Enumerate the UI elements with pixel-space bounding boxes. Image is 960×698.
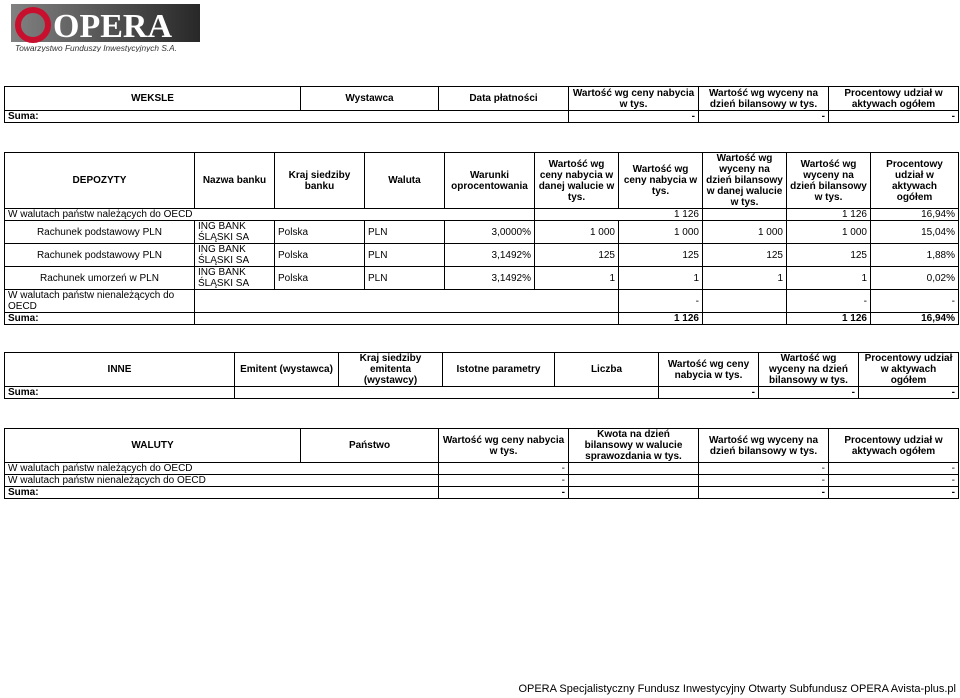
waluty-row-label: W walutach państw nienależących do OECD xyxy=(5,475,439,487)
value-cell: 1 000 xyxy=(703,221,787,244)
inne-suma-value: - xyxy=(659,387,759,399)
table-row xyxy=(5,463,959,475)
waluty-row-value: - xyxy=(439,463,569,475)
waluty-suma-value: - xyxy=(699,487,829,499)
deposit-name: Rachunek podstawowy PLN xyxy=(5,244,195,267)
inne-suma-value: - xyxy=(759,387,859,399)
waluty-header-3: Kwota na dzień bilansowy w walucie sprawozdania w tys. xyxy=(569,429,699,463)
weksle-suma-value: - xyxy=(829,111,959,123)
waluty-header-0: WALUTY xyxy=(5,429,301,463)
inne-header-1: Emitent (wystawca) xyxy=(235,353,339,387)
bank-name: ING BANK ŚLĄSKI SA xyxy=(195,244,275,267)
inne-suma-label: Suma: xyxy=(5,387,235,399)
value-cell: 125 xyxy=(787,244,871,267)
value-cell: 1 xyxy=(619,267,703,290)
bank-country: Polska xyxy=(275,267,365,290)
waluty-row-value: - xyxy=(699,475,829,487)
bank-country: Polska xyxy=(275,221,365,244)
depozyty-header-0: DEPOZYTY xyxy=(5,153,195,209)
percent-cell: 0,02% xyxy=(871,267,959,290)
value-cell: 125 xyxy=(619,244,703,267)
deposit-name: Rachunek umorzeń w PLN xyxy=(5,267,195,290)
weksle-suma-value: - xyxy=(569,111,699,123)
interest-rate: 3,0000% xyxy=(445,221,535,244)
value-cell: 1 xyxy=(535,267,619,290)
weksle-suma-value: - xyxy=(699,111,829,123)
depozyty-group2-label: W walutach państw nienależących do OECD xyxy=(5,290,195,313)
inne-header-6: Wartość wg wyceny na dzień bilansowy w tys. xyxy=(759,353,859,387)
inne-suma-value: - xyxy=(859,387,959,399)
table-row xyxy=(5,267,959,290)
depozyty-group1-value: 16,94% xyxy=(871,209,959,221)
waluty-suma-value: - xyxy=(829,487,959,499)
value-cell: 1 xyxy=(787,267,871,290)
inne-table xyxy=(4,352,959,399)
interest-rate: 3,1492% xyxy=(445,244,535,267)
logo-tagline: Towarzystwo Funduszy Inwestycyjnych S.A. xyxy=(15,43,178,52)
inne-header-5: Wartość wg ceny nabycia w tys. xyxy=(659,353,759,387)
depozyty-suma-value: 16,94% xyxy=(871,313,959,325)
logo-brand: OPERA xyxy=(53,8,172,45)
deposit-name: Rachunek podstawowy PLN xyxy=(5,221,195,244)
waluty-suma-value: - xyxy=(439,487,569,499)
depozyty-header-5: Wartość wg ceny nabycia w danej walucie w tys. xyxy=(535,153,619,209)
percent-cell: 15,04% xyxy=(871,221,959,244)
value-cell: 1 000 xyxy=(787,221,871,244)
waluty-header-1: Państwo xyxy=(301,429,439,463)
waluty-suma-label: Suma: xyxy=(5,487,439,499)
percent-cell: 1,88% xyxy=(871,244,959,267)
depozyty-table xyxy=(4,152,959,325)
weksle-header-2: Data płatności xyxy=(439,87,569,111)
depozyty-header-6: Wartość wg ceny nabycia w tys. xyxy=(619,153,703,209)
bank-country: Polska xyxy=(275,244,365,267)
weksle-header-5: Procentowy udział w aktywach ogółem xyxy=(829,87,959,111)
bank-name: ING BANK ŚLĄSKI SA xyxy=(195,267,275,290)
interest-rate: 3,1492% xyxy=(445,267,535,290)
depozyty-header-4: Warunki oprocentowania xyxy=(445,153,535,209)
depozyty-header-9: Procentowy udział w aktywach ogółem xyxy=(871,153,959,209)
waluty-row-value: - xyxy=(699,463,829,475)
currency: PLN xyxy=(365,221,445,244)
page-footer: OPERA Specjalistyczny Fundusz Inwestycyjny Otwarty Subfundusz OPERA Avista-plus.pl xyxy=(518,683,956,695)
weksle-header-0: WEKSLE xyxy=(5,87,301,111)
value-cell: 125 xyxy=(703,244,787,267)
depozyty-group1-label: W walutach państw należących do OECD xyxy=(5,209,535,221)
depozyty-header-1: Nazwa banku xyxy=(195,153,275,209)
waluty-row-value: - xyxy=(829,475,959,487)
value-cell: 1 000 xyxy=(619,221,703,244)
inne-header-4: Liczba xyxy=(555,353,659,387)
inne-header-7: Procentowy udział w aktywach ogółem xyxy=(859,353,959,387)
weksle-suma-label: Suma: xyxy=(5,111,569,123)
depozyty-suma-value: 1 126 xyxy=(619,313,703,325)
waluty-table xyxy=(4,428,959,499)
waluty-row-value: - xyxy=(439,475,569,487)
currency: PLN xyxy=(365,244,445,267)
depozyty-group2-value: - xyxy=(619,290,703,313)
waluty-header-4: Wartość wg wyceny na dzień bilansowy w tys. xyxy=(699,429,829,463)
waluty-header-5: Procentowy udział w aktywach ogółem xyxy=(829,429,959,463)
depozyty-group1-value: 1 126 xyxy=(787,209,871,221)
depozyty-suma-label: Suma: xyxy=(5,313,195,325)
weksle-header-4: Wartość wg wyceny na dzień bilansowy w tys. xyxy=(699,87,829,111)
depozyty-header-7: Wartość wg wyceny na dzień bilansowy w danej walucie w tys. xyxy=(703,153,787,209)
weksle-table xyxy=(4,86,959,123)
weksle-header-3: Wartość wg ceny nabycia w tys. xyxy=(569,87,699,111)
depozyty-group2-value: - xyxy=(787,290,871,313)
depozyty-group1-value: 1 126 xyxy=(619,209,703,221)
weksle-header-1: Wystawca xyxy=(301,87,439,111)
table-row xyxy=(5,244,959,267)
bank-name: ING BANK ŚLĄSKI SA xyxy=(195,221,275,244)
depozyty-header-3: Waluta xyxy=(365,153,445,209)
depozyty-suma-value: 1 126 xyxy=(787,313,871,325)
value-cell: 1 xyxy=(703,267,787,290)
waluty-row-value: - xyxy=(829,463,959,475)
inne-header-0: INNE xyxy=(5,353,235,387)
inne-header-3: Istotne parametry xyxy=(443,353,555,387)
value-cell: 1 000 xyxy=(535,221,619,244)
table-row xyxy=(5,221,959,244)
waluty-row-label: W walutach państw należących do OECD xyxy=(5,463,439,475)
table-row xyxy=(5,475,959,487)
inne-header-2: Kraj siedziby emitenta (wystawcy) xyxy=(339,353,443,387)
depozyty-group2-value: - xyxy=(871,290,959,313)
currency: PLN xyxy=(365,267,445,290)
depozyty-header-2: Kraj siedziby banku xyxy=(275,153,365,209)
value-cell: 125 xyxy=(535,244,619,267)
waluty-header-2: Wartość wg ceny nabycia w tys. xyxy=(439,429,569,463)
depozyty-header-8: Wartość wg wyceny na dzień bilansowy w tys. xyxy=(787,153,871,209)
opera-logo xyxy=(11,4,206,52)
